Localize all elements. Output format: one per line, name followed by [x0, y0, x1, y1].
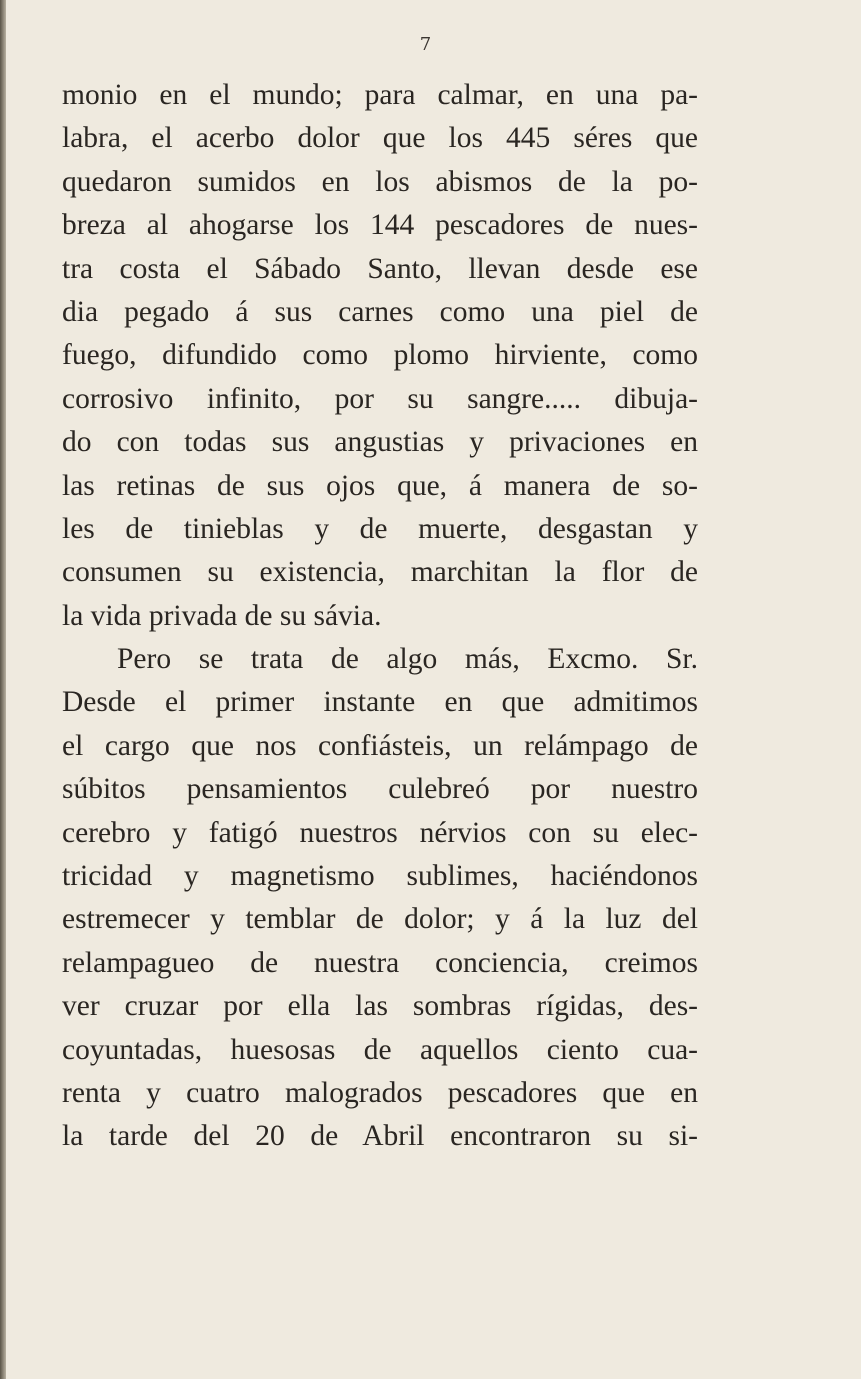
- text-line: Pero se trata de algo más, Excmo. Sr.: [117, 643, 698, 676]
- text-line: monio en el mundo; para calmar, en una pa-: [62, 79, 698, 111]
- text-line: do con todas sus angustias y privaciones en: [62, 426, 698, 459]
- text-line: estremecer y temblar de dolor; y á la luz del: [62, 903, 698, 936]
- text-line: renta y cuatro malogrados pescadores que en: [62, 1076, 698, 1109]
- text-line: labra, el acerbo dolor que los 445 séres que: [62, 122, 698, 155]
- text-line: el cargo que nos confiásteis, un relámpago de: [62, 729, 698, 762]
- text-line: las retinas de sus ojos que, á manera de so-: [62, 469, 698, 502]
- text-line: tra costa el Sábado Santo, llevan desde ese: [62, 252, 698, 285]
- text-line: ver cruzar por ella las sombras rígidas, des-: [62, 990, 698, 1023]
- text-line: cerebro y fatigó nuestros nérvios con su elec-: [62, 816, 698, 849]
- text-line: quedaron sumidos en los abismos de la po-: [62, 165, 698, 198]
- text-line: súbitos pensamientos culebreó por nuestro: [62, 773, 698, 806]
- page-binding-edge: [0, 0, 6, 1379]
- text-line: dia pegado á sus carnes como una piel de: [62, 295, 698, 328]
- text-line: corrosivo infinito, por su sangre..... dibuja-: [62, 382, 698, 415]
- text-line: breza al ahogarse los 144 pescadores de nues-: [62, 209, 698, 242]
- text-line: Desde el primer instante en que admitimos: [62, 686, 698, 719]
- text-line: les de tinieblas y de muerte, desgastan y: [62, 512, 698, 545]
- text-line: consumen su existencia, marchitan la flor de: [62, 556, 698, 589]
- text-line: coyuntadas, huesosas de aquellos ciento cua-: [62, 1033, 698, 1066]
- text-line: la vida privada de su sávia.: [62, 599, 382, 632]
- text-line: relampagueo de nuestra conciencia, creimos: [62, 946, 698, 979]
- text-line: fuego, difundido como plomo hirviente, como: [62, 339, 698, 372]
- text-line: la tarde del 20 de Abril encontraron su si-: [62, 1120, 698, 1153]
- page-number: 7: [419, 34, 432, 55]
- body-text: [62, 74, 698, 1159]
- text-line: tricidad y magnetismo sublimes, haciéndonos: [62, 860, 698, 893]
